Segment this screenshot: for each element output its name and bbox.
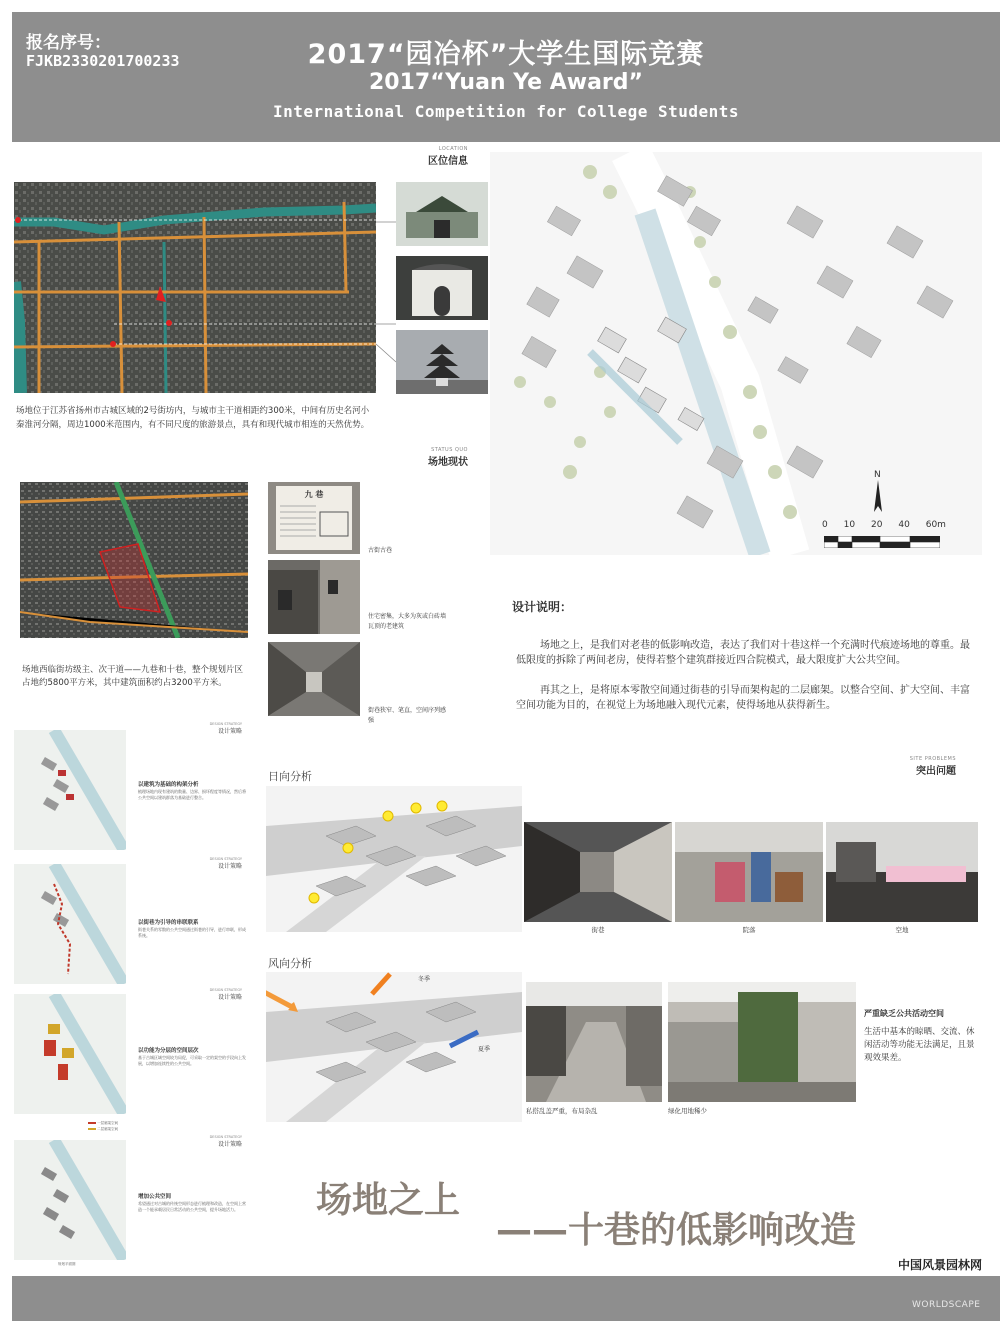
problem-caption-messy: 私搭乱盖严重，布局杂乱: [526, 1107, 598, 1115]
competition-title-cn: 2017“园冶杯”大学生国际竞赛: [307, 39, 705, 70]
status-caption-2: 住宅密集，大多为灰或白砖墙瓦顶的老建筑: [368, 613, 447, 630]
strategy-legend: [88, 1120, 118, 1132]
registration-label: 报名序号：: [26, 33, 111, 53]
status-description: 场地西临街坊级主、次干道——九巷和十巷，整个规划片区占地约5800平方米，其中建筑面积约占3200平方米。: [22, 665, 244, 688]
status-photo-alley: [268, 642, 360, 716]
scale-label-60: 60m: [925, 520, 946, 530]
summer-label: 夏季: [478, 1046, 491, 1053]
problem-photo-alley: [524, 822, 672, 922]
design-description-para-1: 场地之上，是我们对老巷的低影响改造，表达了我们对十巷这样一个充满时代痕迹场地的尊重。最低限度的拆除了两间老房，使得若整个建筑群接近四合院模式，最大限度扩大公共空间。: [516, 640, 970, 666]
strategy-desc-4: 希望通过对古城的传统空间形态进行梳理和改造，在空间上营造一个能承载居民日常活动的公共空间，提升场地活力。: [138, 1201, 246, 1212]
design-description-para-2: 再其之上，是将原本零散空间通过街巷的引导而架构起的二层廊架。以整合空间、扩大空间、丰富空间功能为目的，在视觉上为场地融入现代元素，使得场地从获得新生。: [516, 685, 970, 711]
lack-public-space-text: 生活中基本的晾晒、交流、休闲活动等功能无法满足，且景观效果差。: [864, 1027, 975, 1063]
strategy-diagram-4: [14, 1140, 126, 1260]
strategy-diagram-3: [14, 994, 126, 1114]
strategy-heading-cn-4: 设计策略: [217, 1141, 242, 1148]
strategy-heading-3: [130, 988, 242, 1001]
poster-title-main: 场地之上: [316, 1180, 461, 1221]
location-heading-cn: 区位信息: [428, 156, 468, 167]
design-description-title: 设计说明：: [512, 600, 573, 614]
north-label: N: [874, 470, 881, 480]
footer-band: [12, 1276, 1000, 1321]
scale-label-40: 40: [898, 520, 910, 530]
location-photo-white-gate: [396, 256, 488, 320]
strategy-plan-note: 规划平面图: [58, 1262, 76, 1266]
master-site-plan: [490, 152, 982, 555]
strategy-label-4: 增加公共空间: [138, 1194, 172, 1200]
registration-number: FJKB2330201700233: [26, 52, 180, 70]
strategy-desc-3: 基于古城区域空间较为局促，可采取一定的架空的手段向上发展，以增加连续性的公共空间。: [138, 1055, 246, 1066]
scale-bar: [824, 536, 940, 548]
wind-analysis-title: 风向分析: [268, 957, 312, 970]
location-satellite-map: [14, 182, 376, 393]
worldscape-logo: WORLDSCAPE: [912, 1300, 981, 1310]
status-heading: [400, 447, 468, 468]
status-heading-cn: 场地现状: [428, 457, 468, 468]
legend-label-1: 一层廊架空间: [97, 1121, 119, 1125]
status-satellite-map: [20, 482, 248, 638]
strategy-heading-cn-3: 设计策略: [217, 994, 242, 1001]
strategy-label-1: 以建筑为基础的构架分析: [138, 782, 199, 788]
location-photo-gate: [396, 182, 488, 246]
strategy-label-2: 以街巷为引导的串联联系: [138, 920, 199, 926]
strategy-heading-2: [130, 857, 242, 870]
competition-title-en: 2017“Yuan Ye Award”: [368, 70, 643, 95]
strategy-heading-en-3: DESIGN STRATEGY: [209, 988, 242, 992]
strategy-desc-2: 街巷关系的零散的公共空间通过街巷的引导，进行串联，形成系统。: [138, 927, 246, 938]
chinese-landscape-logo: 中国风景园林网: [898, 1258, 983, 1272]
strategy-heading-en-2: DESIGN STRATEGY: [209, 857, 242, 861]
location-connector-lines: [376, 182, 396, 394]
strategy-heading-en-4: DESIGN STRATEGY: [209, 1135, 242, 1139]
strategy-diagram-1: [14, 730, 126, 850]
wind-analysis-diagram: [266, 972, 522, 1122]
scale-label-0: 0: [822, 520, 828, 530]
strategy-heading-4: [130, 1135, 242, 1148]
scale-label-10: 10: [843, 520, 856, 530]
sign-title: 九 巷: [304, 490, 324, 499]
problem-photo-courtyard: [675, 822, 823, 922]
legend-label-2: 二层廊架空间: [97, 1127, 119, 1131]
status-caption-3: 街巷狭窄、笔直，空间序列感强: [368, 707, 447, 724]
location-description: 场地位于江苏省扬州市古城区域的2号街坊内，与城市主干道相距约300米，中间有历史名河小秦淮河分隔，周边1000米范围内，有不同尺度的旅游景点，具有和现代城市相连的天然优势。: [16, 406, 370, 430]
poster-title-sub: ——十巷的低影响改造: [496, 1210, 857, 1251]
location-heading-en: LOCATION: [438, 146, 468, 152]
competition-subtitle-en: International Competition for College Students: [272, 102, 740, 121]
winter-label: 冬季: [418, 976, 431, 983]
strategy-heading-1: [130, 722, 242, 735]
location-heading: [400, 146, 468, 167]
scale-labels: [822, 520, 946, 530]
problem-caption-alley: 街巷: [591, 926, 605, 934]
status-heading-en: STATUS QUO: [431, 447, 468, 453]
strategy-heading-cn-1: 设计策略: [217, 728, 242, 735]
header-band: [12, 12, 1000, 142]
strategy-label-3: 以功能为分层的空间层次: [138, 1048, 199, 1054]
legend-item-2: [88, 1126, 118, 1132]
problem-photo-open-space: [826, 822, 978, 922]
sun-analysis-diagram: [266, 786, 522, 932]
strategy-heading-en-1: DESIGN STRATEGY: [209, 722, 242, 726]
sun-analysis-title: 日向分析: [268, 770, 312, 783]
strategy-diagram-2: [14, 864, 126, 984]
scale-label-20: 20: [871, 520, 883, 530]
problem-caption-courtyard: 院落: [742, 926, 756, 934]
problems-heading-en: SITE PROBLEMS: [909, 756, 956, 762]
strategy-desc-1: 梳理场地内现有建筑的数量、边界、损坏程度等情况，然后将公共空间以建筑群落为基础进行整合。: [138, 789, 246, 800]
status-photo-houses: [268, 560, 360, 634]
status-caption-1: 古街古巷: [368, 547, 393, 554]
problem-photo-messy-lane: [526, 982, 662, 1102]
problems-heading-cn: 突出问题: [916, 766, 956, 777]
problem-caption-open-space: 空地: [895, 926, 909, 934]
problems-heading: [896, 756, 956, 777]
lack-public-space-title: 严重缺乏公共活动空间: [864, 1009, 944, 1018]
problem-photo-greenery: [668, 982, 856, 1102]
strategy-heading-cn-2: 设计策略: [217, 863, 242, 870]
status-photo-sign: [268, 482, 360, 554]
problem-caption-greenery: 绿化用地稀少: [668, 1107, 707, 1115]
location-photo-pagoda: [396, 330, 488, 394]
